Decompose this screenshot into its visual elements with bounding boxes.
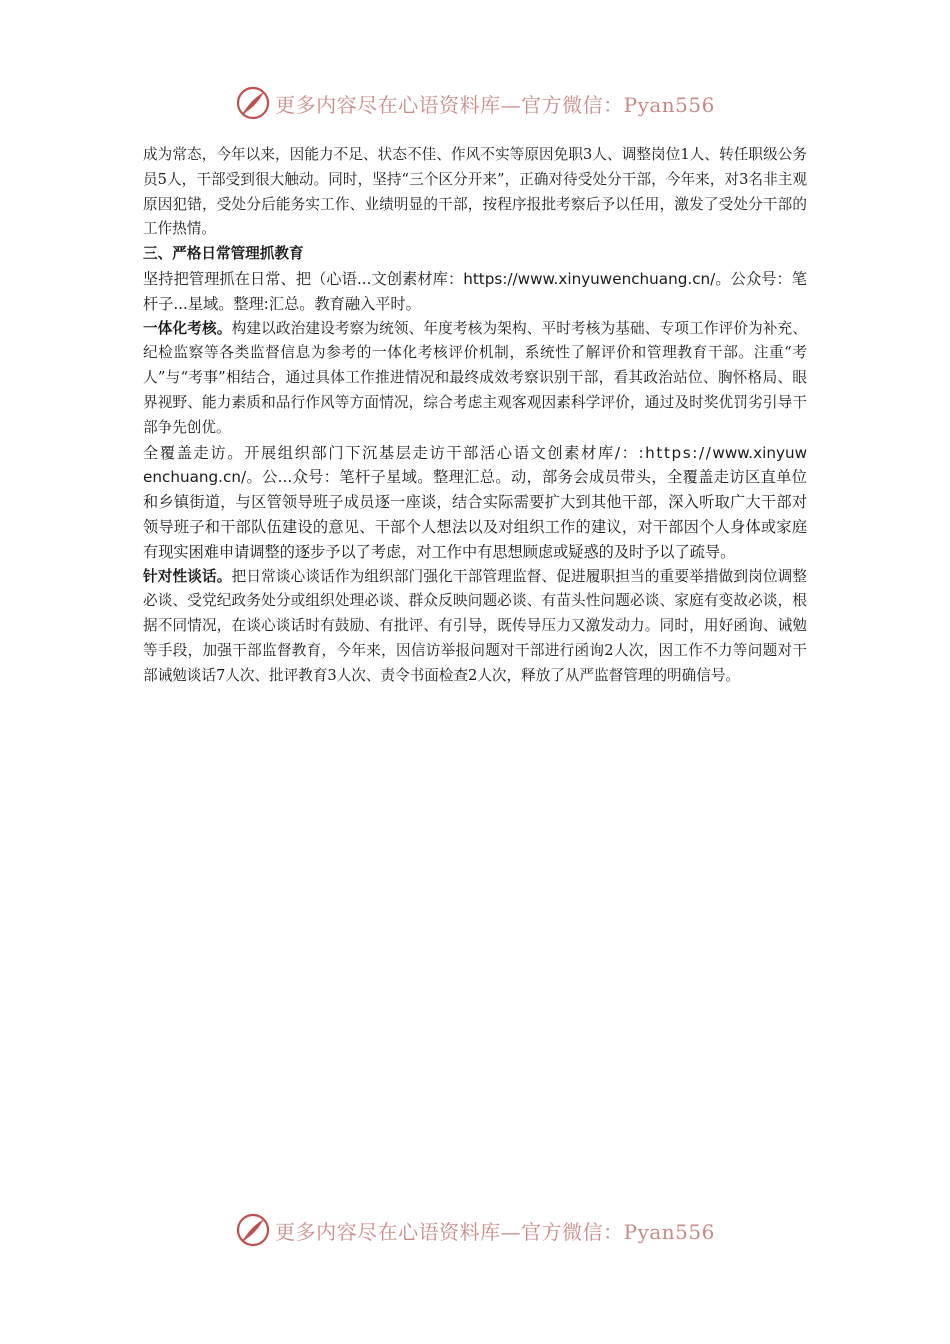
paragraph-2: 坚持把管理抓在日常、把（心语...文创素材库：https://www.xinyuwenchuang.cn/。公众号：笔杆子...星域。整理:汇总。教育融入平时。 — [143, 269, 807, 313]
paragraph-4-text: www.xinyuwenchuang.cn/。公...众号：笔杆子星域。整理汇总。动，部务会成员带头，全覆盖走访区直单位和乡镇街道，与区管领导班子成员逐一座谈，结合实际需要扩大到其他干部，深入听取广大干部对领导班子和干部队伍建设的意见、干部个人想法以及对组织工作的建议，对干部因个人身体或家庭有现实困难申请调整的逐步予以了考虑，对工作中有思想顾虑或疑惑的及时予以了疏导。 — [143, 443, 807, 561]
quill-logo-icon — [235, 1212, 271, 1248]
paragraph-3-text: 构建以政治建设考察为统领、年度考核为架构、平时考核为基础、专项工作评价为补充、纪检监察等各类监督信息为参考的一体化考核评价机制，系统性了解评价和管理教育干部。注重“考人”与“考事”相结合，通过具体工作推进情况和最终成效考察识别干部，看其政治站位、胸怀格局、眼界视野、能力素质和品行作风等方面情况，综合考虑主观客观因素科学评价，通过及时奖优罚劣引导干部争先创优。 — [143, 319, 807, 436]
header-watermark-text: 更多内容尽在心语资料库—官方微信：Pyan556 — [275, 92, 715, 117]
quill-logo-icon — [235, 85, 271, 121]
paragraph-5 — [143, 565, 807, 689]
footer-watermark — [0, 1205, 950, 1255]
header-watermark — [0, 78, 950, 128]
paragraph-1: 成为常态，今年以来，因能力不足、状态不佳、作风不实等原因免职3人、调整岗位1人、转任职级公务员5人，干部受到很大触动。同时，坚持“三个区分开来”，正确对待受处分干部，今年来，对3名非主观原因犯错，受处分后能务实工作、业绩明显的干部，按程序报批考察后予以任用，激发了受处分干部的工作热情。 — [143, 146, 807, 238]
section-heading-3: 三、严格日常管理抓教育 — [143, 245, 304, 263]
paragraph-3-lead: 一体化考核。 — [143, 319, 232, 337]
paragraph-4 — [143, 441, 807, 565]
paragraph-5-lead: 针对性谈话。 — [143, 567, 232, 585]
paragraph-4-first-line: 全覆盖走访。开展组织部门下沉基层走访干部活心语文创素材库/：:https:// — [143, 443, 713, 462]
paragraph-5-text: 把日常谈心谈话作为组织部门强化干部管理监督、促进履职担当的重要举措做到岗位调整必谈、受党纪政务处分或组织处理必谈、群众反映问题必谈、有苗头性问题必谈、家庭有变故必谈，根据不同情况，在谈心谈话时有鼓励、有批评、有引导，既传导压力又激发动力。同时，用好函询、诫勉等手段，加强干部监督教育，今年来，因信访举报问题对干部进行函询2人次，因工作不力等问题对干部诫勉谈话7人次、批评教育3人次、责令书面检查2人次，释放了从严监督管理的明确信号。 — [143, 567, 807, 684]
document-body — [143, 143, 807, 689]
footer-watermark-text: 更多内容尽在心语资料库—官方微信：Pyan556 — [275, 1219, 715, 1244]
paragraph-3 — [143, 317, 807, 441]
